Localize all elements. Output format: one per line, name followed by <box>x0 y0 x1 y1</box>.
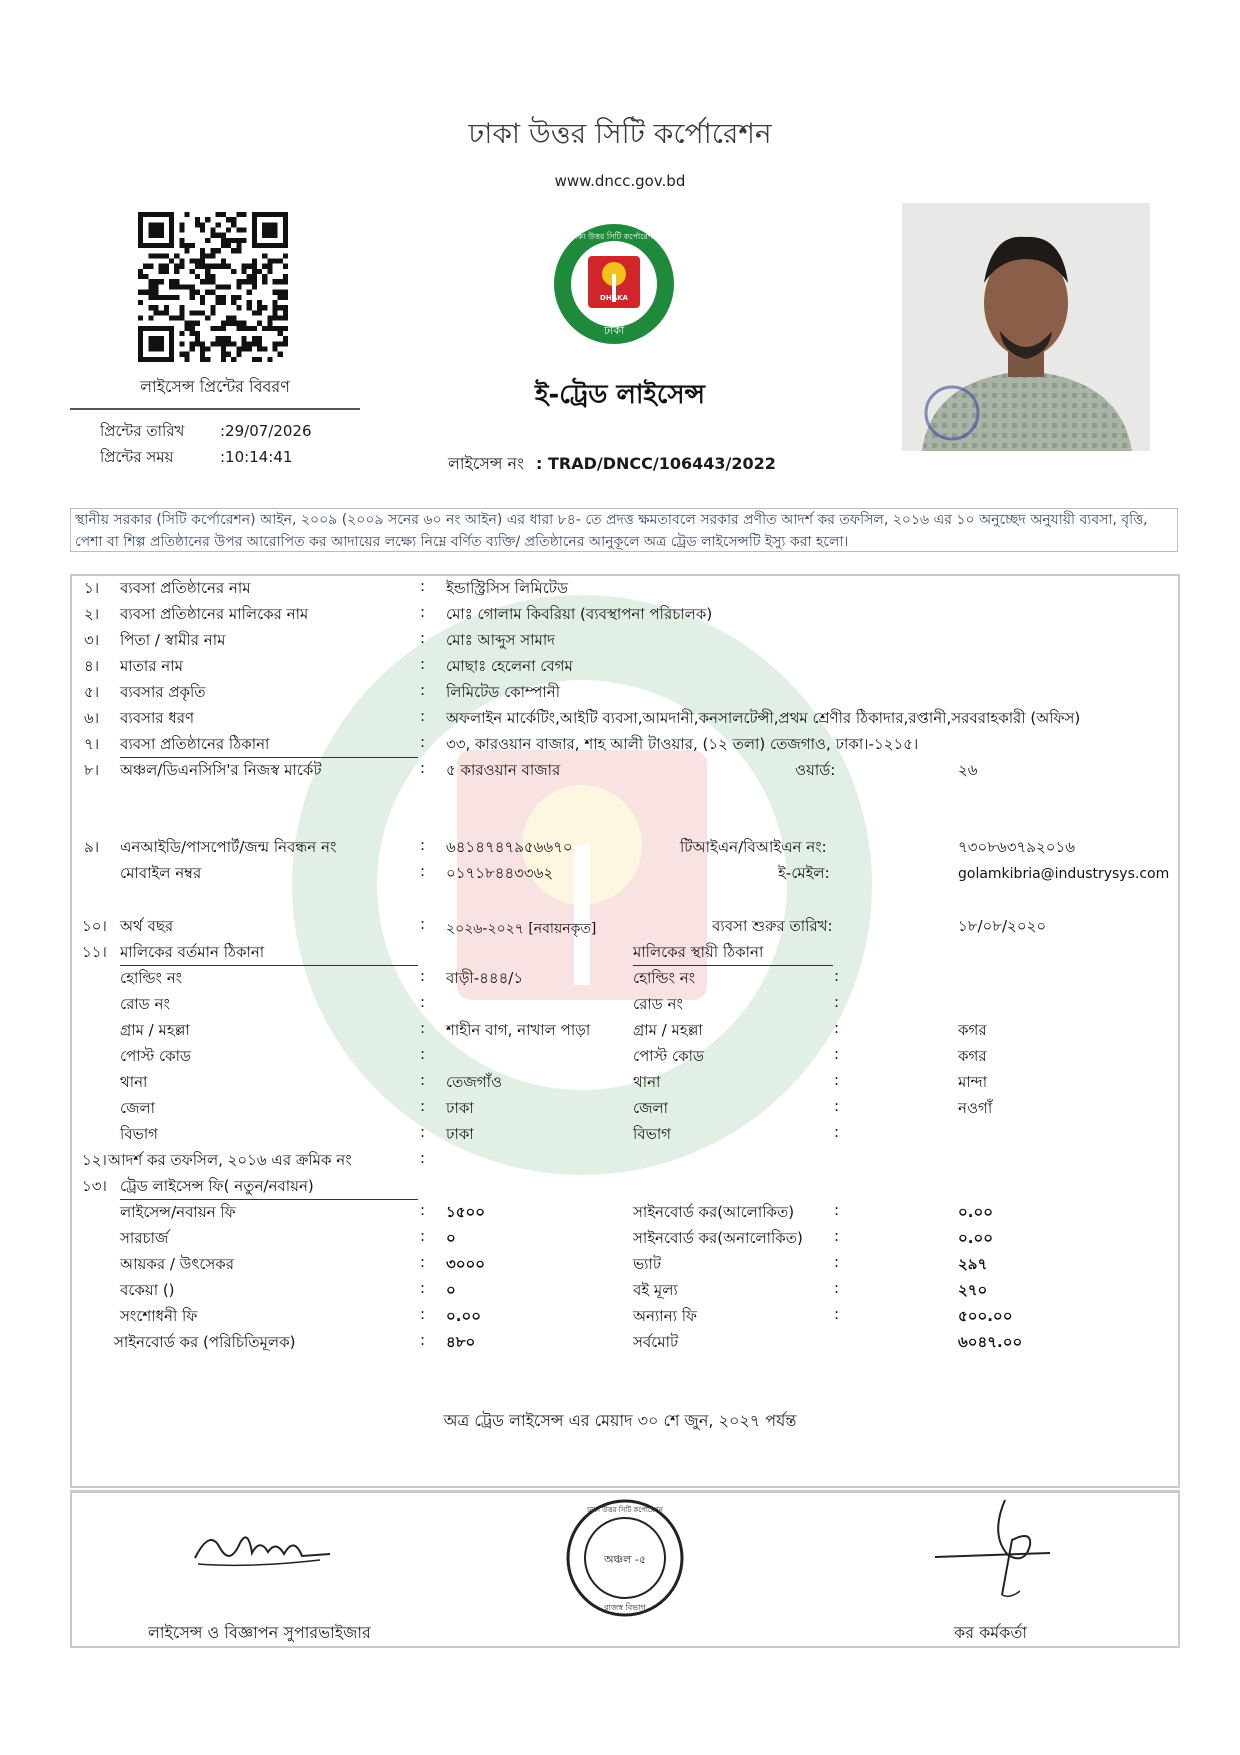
colon-separator: : <box>834 1279 840 1297</box>
field-label: ব্যবসা প্রতিষ্ঠানের মালিকের নাম <box>120 605 309 623</box>
address-row-label: রোড নং <box>120 995 170 1013</box>
colon-separator: : <box>834 1071 840 1089</box>
print-time-value: :10:14:41 <box>220 448 293 466</box>
field-value: ৩৩, কারওয়ান বাজার, শাহ আলী টাওয়ার, (১২ তলা) তেজগাও, ঢাকা।-১২১৫। <box>446 735 919 753</box>
address-row-label: থানা <box>120 1073 148 1091</box>
colon-separator: : <box>834 1097 840 1115</box>
field-label: ব্যবসা প্রতিষ্ঠানের নাম <box>120 579 251 597</box>
colon-separator: : <box>834 1123 840 1141</box>
email-value: golamkibria@industrysys.com <box>958 866 1170 882</box>
fee-right-value: ০.০০ <box>958 1203 993 1221</box>
qr-code <box>138 212 288 362</box>
field-number: ১। <box>84 579 100 597</box>
colon-separator: : <box>420 1305 426 1323</box>
license-number-label: লাইসেন্স নং <box>448 454 524 473</box>
colon-separator: : <box>420 1253 426 1271</box>
tax-schedule-number: ১২। <box>82 1151 107 1169</box>
fee-right-label: সাইনবোর্ড কর(অনালোকিত) <box>633 1229 803 1247</box>
colon-separator: : <box>420 967 426 985</box>
print-date-row <box>100 420 312 445</box>
zone-value: ৫ কারওয়ান বাজার <box>446 761 561 779</box>
validity-statement: অত্র ট্রেড লাইসেন্স এর মেয়াদ ৩০ শে জুন, ২০২৭ পর্যন্ত <box>443 1411 797 1430</box>
permanent-address-row-label: থানা <box>633 1073 661 1091</box>
permanent-address-label: মালিকের স্থায়ী ঠিকানা <box>633 943 764 961</box>
colon-separator: : <box>420 1123 426 1141</box>
field-value: ইন্ডাস্ট্রিসিস লিমিটেড <box>446 579 568 597</box>
ward-value: ২৬ <box>958 761 978 779</box>
fee-value: ১৫০০ <box>446 1203 485 1221</box>
permanent-address-value: কগর <box>958 1047 987 1065</box>
mobile-label: মোবাইল নম্বর <box>120 864 202 882</box>
colon-separator: : <box>834 1019 840 1037</box>
colon-separator: : <box>420 707 426 725</box>
field-number: ৪। <box>84 657 100 675</box>
seal-bottom-text: ঢাকা <box>603 324 625 337</box>
colon-separator: : <box>420 1331 426 1349</box>
field-label: ব্যবসা প্রতিষ্ঠানের ঠিকানা <box>120 735 270 753</box>
colon-separator: : <box>420 1045 426 1063</box>
fiscal-value: ২০২৬-২০২৭ [নবায়নকৃত] <box>446 921 597 937</box>
current-address-value: ঢাকা <box>446 1125 474 1143</box>
permanent-address-row-label: পোস্ট কোড <box>633 1047 704 1065</box>
field-number: ৩। <box>84 631 100 649</box>
fee-right-value: ২৭০ <box>958 1281 988 1299</box>
colon-separator: : <box>420 681 426 699</box>
fee-label: লাইসেন্স/নবায়ন ফি <box>120 1203 236 1221</box>
address-row-label: হোল্ডিং নং <box>120 969 183 987</box>
current-address-value: বাড়ী-৪৪৪/১ <box>446 969 524 987</box>
address-row-label: জেলা <box>120 1099 156 1117</box>
ward-label: ওয়ার্ড: <box>795 761 836 779</box>
field-number: ৫। <box>84 683 100 701</box>
current-address-value: তেজগাঁও <box>446 1073 502 1091</box>
permanent-address-value: নওগাঁ <box>958 1099 993 1117</box>
field-value: মোঃ আব্দুস সামাদ <box>446 631 556 649</box>
fee-label: সংশোধনী ফি <box>120 1307 198 1325</box>
colon-separator: : <box>834 1227 840 1245</box>
fiscal-number: ১০। <box>82 917 107 935</box>
stamp-center-text: অঞ্চল -৫ <box>604 1553 646 1566</box>
nid-label: এনআইডি/পাসপোর্ট/জন্ম নিবন্ধন নং <box>120 838 337 856</box>
fee-right-label: অন্যান্য ফি <box>633 1307 697 1325</box>
field-value: অফলাইন মার্কেটিং,আইটি ব্যবসা,আমদানী,কনসালটেন্সী,প্রথম শ্রেণীর ঠিকাদার,রপ্তানী,সরবরাহকারী (অফিস) <box>446 709 1081 727</box>
fee-value: ৪৮০ <box>446 1333 476 1351</box>
business-start-value: ১৮/০৮/২০২০ <box>958 917 1047 935</box>
zone-number: ৮। <box>84 761 100 779</box>
colon-separator: : <box>834 1253 840 1271</box>
field-label: ব্যবসার ধরণ <box>120 709 195 727</box>
print-date-value: :29/07/2026 <box>220 422 312 440</box>
permanent-address-row-label: বিভাগ <box>633 1125 671 1143</box>
permanent-address-value: মান্দা <box>958 1073 988 1091</box>
fiscal-label: অর্থ বছর <box>120 917 174 935</box>
colon-separator: : <box>834 967 840 985</box>
colon-separator: : <box>420 1279 426 1297</box>
colon-separator: : <box>420 759 426 777</box>
tax-schedule-label: আদর্শ কর তফসিল, ২০১৬ এর ক্রমিক নং <box>108 1151 352 1169</box>
colon-separator: : <box>420 993 426 1011</box>
fee-right-label: সর্বমোট <box>633 1333 679 1351</box>
fee-right-label: সাইনবোর্ড কর(আলোকিত) <box>633 1203 795 1221</box>
email-label: ই-মেইল: <box>778 864 830 882</box>
colon-separator: : <box>420 577 426 595</box>
stamp-bottom-text: রাজস্ব বিভাগ <box>604 1603 646 1612</box>
colon-separator: : <box>420 603 426 621</box>
license-number-value: : TRAD/DNCC/106443/2022 <box>536 454 776 473</box>
fees-number: ১৩। <box>82 1177 107 1195</box>
fee-value: ৩০০০ <box>446 1255 486 1273</box>
colon-separator: : <box>420 1227 426 1245</box>
address-row-label: গ্রাম / মহল্লা <box>120 1021 190 1039</box>
tax-officer-signature <box>930 1495 1060 1605</box>
address-row-label: বিভাগ <box>120 1125 158 1143</box>
tax-officer-caption: কর কর্মকর্তা <box>954 1623 1027 1642</box>
colon-separator: : <box>420 1149 426 1167</box>
print-date-label: প্রিন্টের তারিখ <box>100 422 185 440</box>
dncc-seal-logo <box>552 222 676 346</box>
colon-separator: : <box>834 1201 840 1219</box>
colon-separator: : <box>420 1097 426 1115</box>
fee-label: সাইনবোর্ড কর (পরিচিতিমূলক) <box>114 1333 296 1351</box>
colon-separator: : <box>834 1045 840 1063</box>
fee-value: ০.০০ <box>446 1307 481 1325</box>
fee-right-value: ৬০৪৭.০০ <box>958 1333 1023 1351</box>
revenue-stamp <box>565 1498 685 1618</box>
permanent-address-row-label: রোড নং <box>633 995 683 1013</box>
colon-separator: : <box>420 1201 426 1219</box>
current-address-label: মালিকের বর্তমান ঠিকানা <box>120 943 265 961</box>
fees-heading: ট্রেড লাইসেন্স ফি( নতুন/নবায়ন) <box>120 1177 314 1195</box>
nid-value: ৬৪১৪৭৪৭৯৫৬৬৭০ <box>446 838 573 856</box>
colon-separator: : <box>420 733 426 751</box>
fees-heading-underline <box>120 1199 418 1200</box>
print-time-label: প্রিন্টের সময় <box>100 448 174 466</box>
field-value: লিমিটেড কোম্পানী <box>446 683 561 701</box>
license-number <box>448 451 776 478</box>
field-label: পিতা / স্বামীর নাম <box>120 631 226 649</box>
colon-separator: : <box>420 655 426 673</box>
colon-separator: : <box>834 1305 840 1323</box>
permanent-address-row-label: হোল্ডিং নং <box>633 969 696 987</box>
colon-separator: : <box>420 1019 426 1037</box>
current-address-underline <box>120 965 418 966</box>
field-number: ৬। <box>84 709 100 727</box>
field-number: ২। <box>84 605 100 623</box>
colon-separator: : <box>420 915 426 933</box>
field-label: ব্যবসার প্রকৃতি <box>120 683 206 701</box>
zone-label: অঞ্চল/ডিএনসিসি'র নিজস্ব মার্কেট <box>120 761 322 779</box>
fee-right-label: বই মূল্য <box>633 1281 678 1299</box>
colon-separator: : <box>420 1071 426 1089</box>
colon-separator: : <box>420 862 426 880</box>
corporation-title: ঢাকা উত্তর সিটি কর্পোরেশন <box>468 117 772 150</box>
nid-number: ৯। <box>84 838 100 856</box>
legal-intro-text: স্থানীয় সরকার (সিটি কর্পোরেশন) আইন, ২০০৯ (২০০৯ সনের ৬০ নং আইন) এর ধারা ৮৪- তে প্রদত্ত ক্ষমতাবলে সরকার প্রণীত আদর্শ কর তফসিল, ২০১৬ এর ১০ অনুচ্ছেদ অনুযায়ী ব্যবসা, বৃত্তি, পেশা বা শিল্প প্রতিষ্ঠানের উপর আরোপিত কর আদায়ের লক্ষ্যে নিম্নে বর্ণিত ব্যক্তি/ প্রতিষ্ঠানের আনুকূলে অত্র ট্রেড লাইসেন্সটি ইস্যু করা হলো। <box>70 508 1178 552</box>
fee-right-value: ২৯৭ <box>958 1255 988 1273</box>
fee-right-value: ৫০০.০০ <box>958 1307 1013 1325</box>
fee-label: সারচার্জ <box>120 1229 169 1247</box>
tin-label: টিআইএন/বিআইএন নং: <box>680 838 827 856</box>
field-label: মাতার নাম <box>120 657 183 675</box>
business-start-label: ব্যবসা শুরুর তারিখ: <box>712 917 833 935</box>
supervisor-caption: লাইসেন্স ও বিজ্ঞাপন সুপারভাইজার <box>148 1623 371 1642</box>
fee-label: বকেয়া () <box>120 1281 175 1299</box>
fee-right-value: ০.০০ <box>958 1229 993 1247</box>
permanent-address-row-label: জেলা <box>633 1099 669 1117</box>
current-address-value: শাহীন বাগ, নাখাল পাড়া <box>446 1021 591 1039</box>
address-row-label: পোস্ট কোড <box>120 1047 191 1065</box>
print-time-row <box>100 446 292 471</box>
colon-separator: : <box>420 629 426 647</box>
supervisor-signature <box>190 1518 340 1578</box>
seal-mid-text: DHAKA <box>600 294 628 302</box>
permanent-address-value: কগর <box>958 1021 987 1039</box>
fee-right-label: ভ্যাট <box>633 1255 662 1273</box>
field-7-underline <box>120 757 418 758</box>
field-number: ৭। <box>84 735 100 753</box>
colon-separator: : <box>834 993 840 1011</box>
colon-separator: : <box>420 836 426 854</box>
address-number: ১১। <box>82 943 107 961</box>
field-value: মোঃ গোলাম কিবরিয়া (ব্যবস্থাপনা পরিচালক) <box>446 605 713 623</box>
current-address-value: ঢাকা <box>446 1099 474 1117</box>
seal-top-text: ঢাকা উত্তর সিটি কর্পোরেশন <box>570 232 658 241</box>
print-info-caption: লাইসেন্স প্রিন্টের বিবরণ <box>140 377 290 396</box>
mobile-value: ০১৭১৮৪৪৩৩৬২ <box>446 864 554 882</box>
website-url[interactable]: www.dncc.gov.bd <box>554 172 686 190</box>
fee-label: আয়কর / উৎসেকর <box>120 1255 235 1273</box>
field-value: মোছাঃ হেলেনা বেগম <box>446 657 573 675</box>
permanent-address-underline <box>633 965 833 966</box>
fee-value: ০ <box>446 1229 456 1247</box>
fee-value: ০ <box>446 1281 456 1299</box>
e-trade-license-heading: ই-ট্রেড লাইসেন্স <box>534 380 706 410</box>
stamp-top-text: ঢাকা উত্তর সিটি কর্পোরেশন <box>587 1506 663 1514</box>
tin-value: ৭৩০৮৬৩৭৯২০১৬ <box>958 838 1075 856</box>
permanent-address-row-label: গ্রাম / মহল্লা <box>633 1021 703 1039</box>
